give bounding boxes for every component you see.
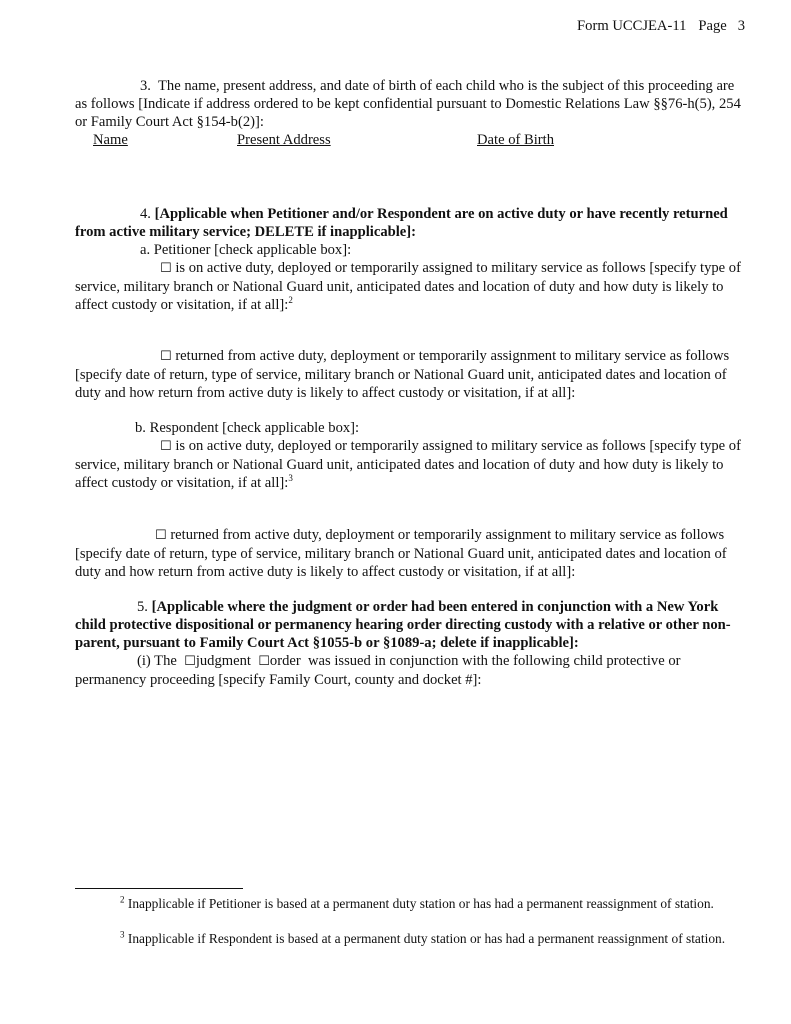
checkbox-icon[interactable]: ☐ [258,654,270,669]
section-4-heading: 4. [Applicable when Petitioner and/or Respondent are on active duty or have recently returned from active military service; DELETE if inapplicable]: [75,206,728,240]
footnote-3: $^3$ Inapplicable if Respondent is based at a permanent duty station or has had a permanent reassignment of station. [120,929,726,946]
petitioner-option-returned: ☐ returned from active duty, deployment or temporarily assignment to military service as follows [specify date of return, type of service, military branch or National Guard unit, anticipated dates and location of duty and how return from active duty is likely to affect custody or visitation, if at all]: [75,348,730,401]
respondent-block [75,419,747,492]
column-date-of-birth: Date of Birth [477,132,555,148]
column-name: Name [93,132,128,148]
respondent-option-active: ☐ is on active duty, deployed or temporarily assigned to military service as follows [specify type of service, military branch or National Guard unit, anticipated dates and location of duty and how duty is likely to affect custody or visitation, if at all]:$^3$ [75,438,741,491]
section-5 [75,598,747,689]
footnote-separator [75,888,243,889]
footnote-2: $^2$ Inapplicable if Petitioner is based at a permanent duty station or has had a permanent reassignment of station. [120,894,714,911]
section-4 [75,205,747,314]
column-present-address: Present Address [237,132,331,148]
respondent-option-returned: ☐ returned from active duty, deployment or temporarily assignment to military service as follows [specify date of return, type of service, military branch or National Guard unit, anticipated dates and location of duty and how return from active duty is likely to affect custody or visitation, if at all]: [75,527,727,580]
footnote-ref-2: 2 [288,295,293,306]
page-number: Page 3 [698,18,745,34]
footnote-ref-3: 3 [288,473,293,484]
petitioner-option-active: ☐ is on active duty, deployed or temporarily assigned to military service as follows [specify type of service, military branch or National Guard unit, anticipated dates and location of duty and how duty is likely to affect custody or visitation, if at all]:$^2$ [75,260,741,313]
checkbox-icon[interactable]: ☐ [184,654,196,669]
checkbox-icon[interactable]: ☐ [160,439,172,454]
child-table-header [75,131,747,149]
respondent-option-returned-block [75,526,747,581]
checkbox-icon[interactable]: ☐ [160,261,172,276]
checkbox-icon[interactable]: ☐ [160,349,172,364]
page-header [577,17,745,35]
section-5-item-i: (i) The ☐judgment ☐order was issued in conjunction with the following child protective or permanency proceeding [specify Family Court, county and docket #]: [75,653,681,688]
petitioner-option-returned-block [75,347,747,402]
checkbox-icon[interactable]: ☐ [155,528,167,543]
section-3-text: 3. The name, present address, and date of birth of each child who is the subject of this proceeding are as follows [Indicate if address ordered to be kept confidential pursuant to Domestic Relations Law §§76-h(5), 254 or Family Court Act §154-b(2)]: [75,78,741,130]
section-5-heading: 5. [Applicable where the judgment or order had been entered in conjunction with a New York child protective dispositional or permanency hearing order directing custody with a relative or other non-parent, pursuant to Family Court Act §1055-b or §1089-a; delete if inapplicable]: [75,599,731,651]
petitioner-label: a. Petitioner [check applicable box]: [140,242,352,258]
section-3 [75,77,747,149]
form-id: Form UCCJEA-11 [577,18,687,34]
respondent-label: b. Respondent [check applicable box]: [135,420,360,436]
